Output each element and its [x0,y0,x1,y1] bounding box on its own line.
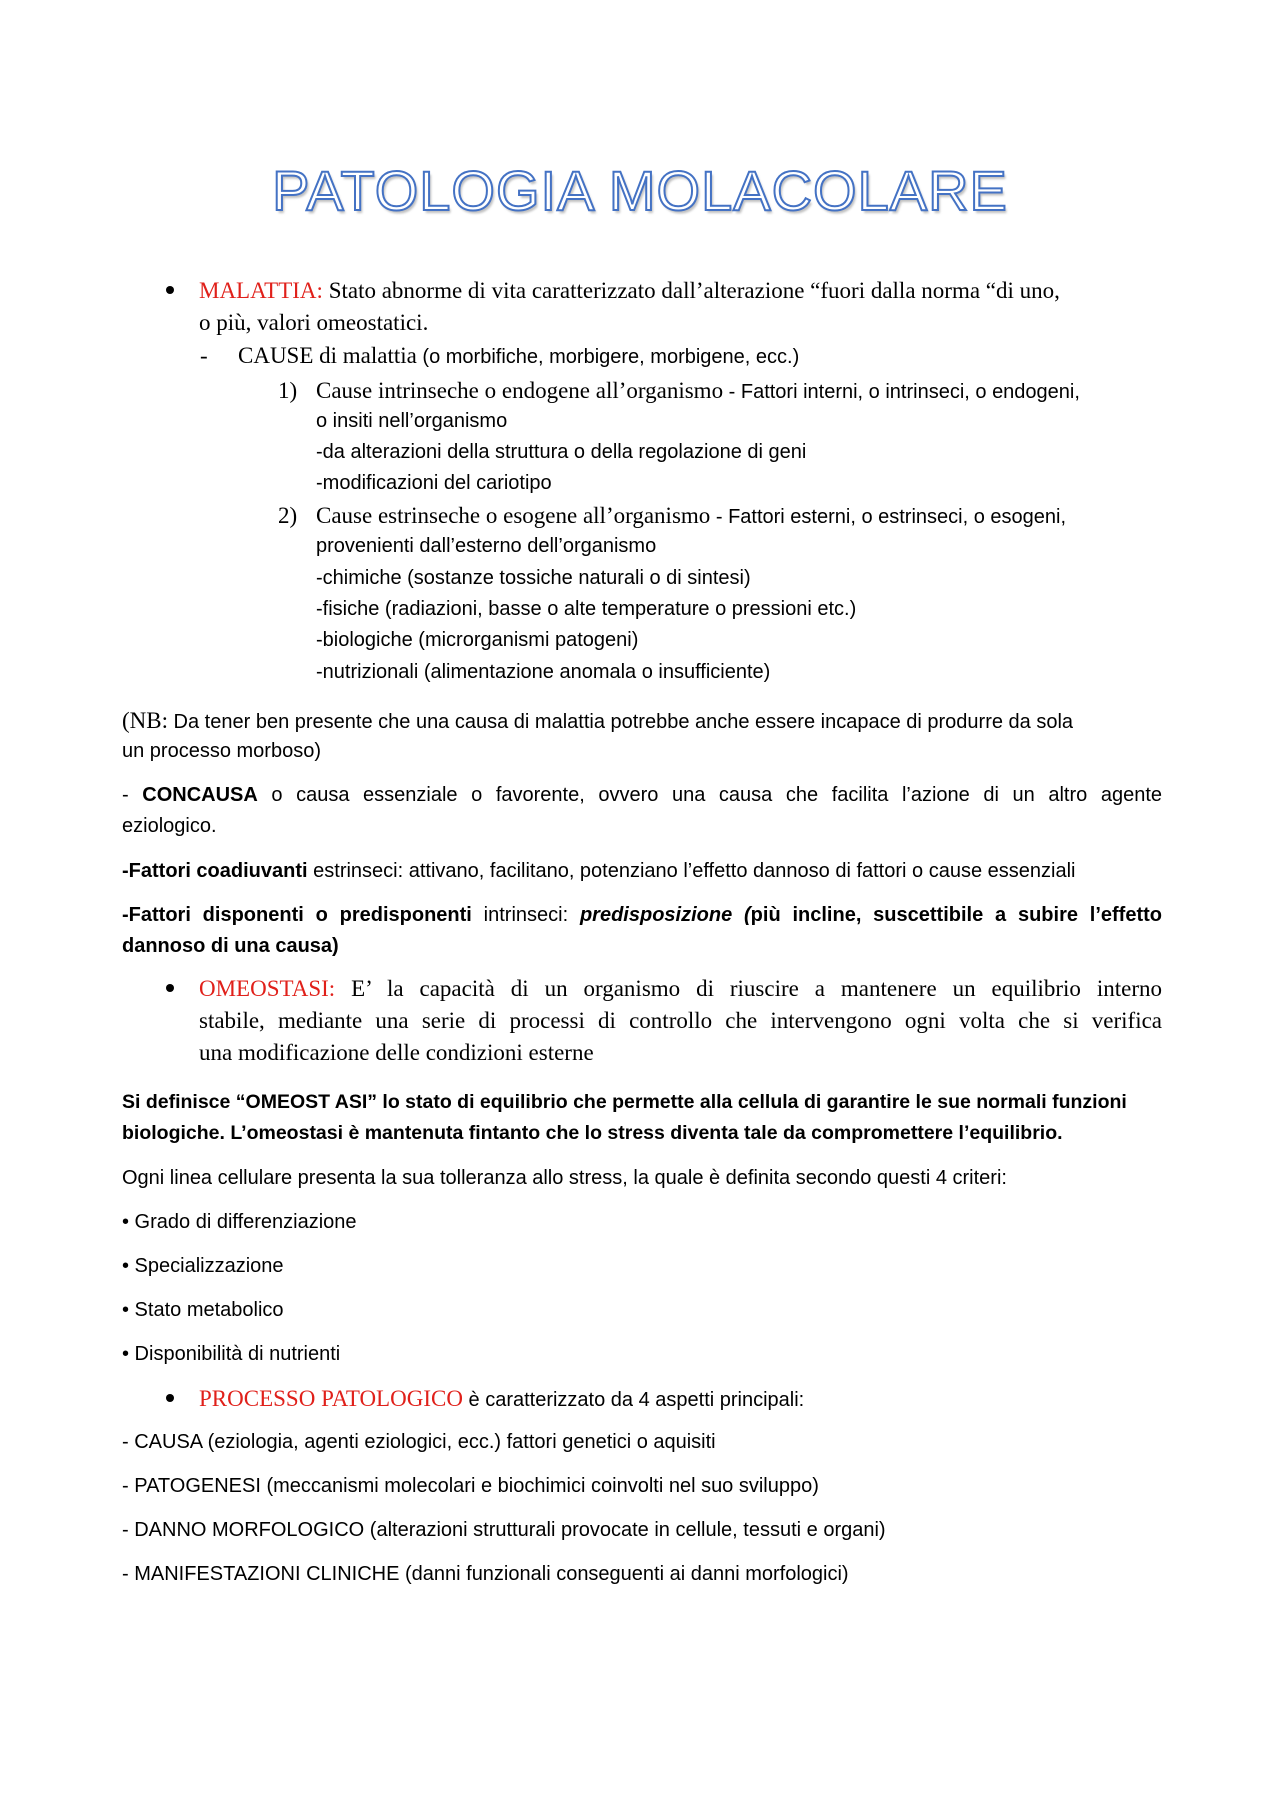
bullet-icon [166,984,174,992]
processo-keyword: PROCESSO PATOLOGICO [199,1386,463,1411]
omeostasi-line-1: OMEOSTASI: E’ la capacità di un organismo di riuscire a mantenere un equilibrio interno [199,976,1162,1001]
processo-item: - CAUSA (eziologia, agenti eziologici, ecc.) fattori genetici o aquisiti [122,1431,716,1453]
cause-1-line-4: -modificazioni del cariotipo [316,472,552,494]
nb-line-2: un processo morboso) [122,740,321,762]
omeostasi-keyword: OMEOSTASI: [199,976,336,1001]
malattia-line-1: MALATTIA: Stato abnorme di vita caratterizzato dall’alterazione “fuori dalla norma “di uno, [199,278,1060,303]
cause-dash: - [200,343,208,368]
cause-2-line-2: provenienti dall’esterno dell’organismo [316,535,657,557]
cause-2-line-1: Cause estrinseche o esogene all’organismo - Fattori esterni, o estrinseci, o esogeni, [316,503,1067,528]
nb-line-1: (NB: Da tener ben presente che una causa di malattia potrebbe anche essere incapace di produrre da sola [122,708,1074,733]
coadiuvanti-line: -Fattori coadiuvanti estrinseci: attivano, facilitano, potenziano l’effetto dannoso di fattori o cause essenziali [122,860,1076,882]
cause-1-line-3: -da alterazioni della struttura o della regolazione di geni [316,441,807,463]
criterio-item: • Disponibilità di nutrienti [122,1343,341,1365]
page-title: PATOLOGIA MOLACOLARE [272,159,1008,222]
cause-2-line-4: -fisiche (radiazioni, basse o alte temperature o pressioni etc.) [316,598,857,620]
cause-1-number: 1) [278,378,298,403]
malattia-line-2: o più, valori omeostatici. [199,310,429,335]
processo-item: - MANIFESTAZIONI CLINICHE (danni funzionali conseguenti ai danni morfologici) [122,1563,849,1585]
malattia-keyword: MALATTIA: [199,278,323,303]
cause-2-line-3: -chimiche (sostanze tossiche naturali o di sintesi) [316,567,751,589]
criterio-item: • Grado di differenziazione [122,1211,357,1233]
criterio-item: • Stato metabolico [122,1299,284,1321]
cause-2-line-5: -biologiche (microrganismi patogeni) [316,629,639,651]
disponenti-line-2: dannoso di una causa) [122,935,339,957]
processo-item: - DANNO MORFOLOGICO (alterazioni strutturali provocate in cellule, tessuti e organi) [122,1519,886,1541]
definisce-line-1: Si definisce “OMEOST ASI” lo stato di equilibrio che permette alla cellula di garantire le sue normali funzioni [122,1091,1127,1113]
definisce-line-2: biologiche. L’omeostasi è mantenuta fintanto che lo stress diventa tale da compromettere l’equilibrio. [122,1122,1063,1144]
processo-item: - PATOGENESI (meccanismi molecolari e biochimici coinvolti nel suo sviluppo) [122,1475,819,1497]
disponenti-line-1: -Fattori disponenti o predisponenti intrinseci: predisposizione (più incline, suscettibile a subire l’effetto [122,904,1163,926]
bullet-icon [166,1394,174,1402]
cause-2-line-6: -nutrizionali (alimentazione anomala o insufficiente) [316,661,771,683]
omeostasi-line-2: stabile, mediante una serie di processi di controllo che intervengono ogni volta che si verifica [199,1008,1162,1033]
concausa-line-1: - CONCAUSA o causa essenziale o favorente, ovvero una causa che facilita l’azione di un altro agente [122,784,1163,806]
omeostasi-line-3: una modificazione delle condizioni esterne [199,1040,594,1065]
concausa-line-2: eziologico. [122,815,217,837]
tolleranza-line: Ogni linea cellulare presenta la sua tolleranza allo stress, la quale è definita secondo questi 4 criteri: [122,1167,1007,1189]
criterio-item: • Specializzazione [122,1255,284,1277]
cause-2-number: 2) [278,503,298,528]
cause-1-line-1: Cause intrinseche o endogene all’organismo - Fattori interni, o intrinseci, o endogeni, [316,378,1080,403]
processo-heading: PROCESSO PATOLOGICO è caratterizzato da 4 aspetti principali: [199,1386,805,1411]
cause-heading: CAUSE di malattia (o morbifiche, morbigere, morbigene, ecc.) [238,343,800,368]
bullet-icon [166,286,174,294]
cause-1-line-2: o insiti nell’organismo [316,410,508,432]
